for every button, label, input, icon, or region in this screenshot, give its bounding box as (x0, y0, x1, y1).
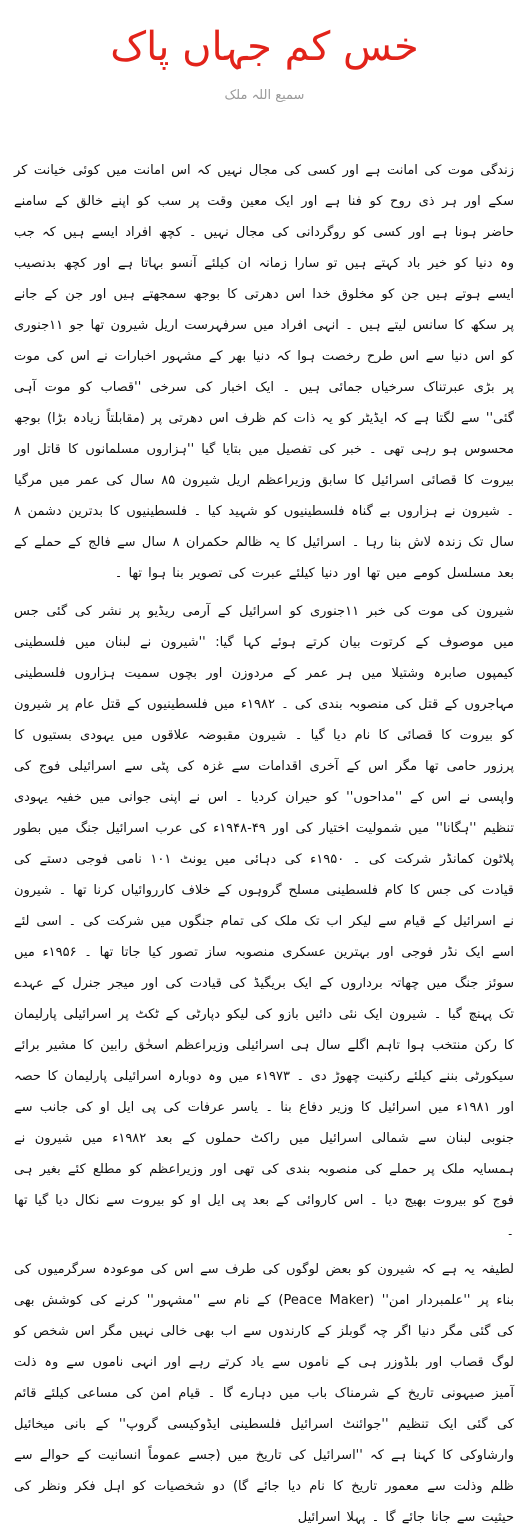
article-body (14, 155, 514, 1533)
author-byline: سمیع اللہ ملک (224, 88, 305, 103)
article-paragraph: شیرون کی موت کی خبر ۱۱جنوری کو اسرائیل کے آرمی ریڈیو پر نشر کی گئی جس میں موصوف کے کرتوت بیان کرتے ہوئے کہا گیا: ''شیرون نے لبنان میں فلسطینی کیمپوں صابرہ وشتیلا میں ہر عمر کے مردوزن اور بچوں سمیت ہزاروں فلسطینی مہاجروں کے قتل کی منصوبہ بندی کی ۔ ۱۹۸۲ء میں فلسطینیوں کے قتل عام پر شیرون کو بیروت کا قصائی کا نام دیا گیا ۔ شیرون مقبوضہ علاقوں میں یہودی بستیوں کا پرزور حامی تھا مگر اس کے آخری اقدامات سے غزہ کی پٹی سے اسرائیلی فوج کی واپسی نے اس کے ''مداحوں'' کو حیران کردیا ۔ اس نے اپنی جوانی میں خفیہ یہودی تنظیم ''ہگانا'' میں شمولیت اختیار کی اور ۴۹-۱۹۴۸ء کی عرب اسرائیل جنگ میں بطور پلاٹون کمانڈر شرکت کی ۔ ۱۹۵۰ء کی دہائی میں یونٹ ۱۰۱ نامی فوجی دستے کی قیادت کی جس کا کام فلسطینی مسلح گروہوں کے خلاف کارروائیاں کرنا تھا ۔ شیرون نے اسرائیل کے قیام سے لیکر اب تک ملک کی تمام جنگوں میں شرکت کی ۔ اسی لئے اسے ایک نڈر فوجی اور بہترین عسکری منصوبہ ساز تصور کیا جاتا تھا ۔ ۱۹۵۶ء میں سوئز جنگ میں چھاتہ برداروں کے ایک بریگیڈ کی قیادت کی اور میجر جنرل کے عہدے تک پہنچ گیا ۔ شیرون ایک نئی دائیں بازو کی لیکو دپارٹی کے ٹکٹ پر اسرائیلی پارلیمان کا رکن منتخب ہوا تاہم اگلے سال ہی اسرائیلی وزیراعظم اسحٰق رابین کا مشیر برائے سیکورٹی بننے کیلئے رکنیت چھوڑ دی ۔ ۱۹۷۳ء میں وہ دوبارہ اسرائیلی پارلیمان کا حصہ اور ۱۹۸۱ء میں اسرائیل کا وزیر دفاع بنا ۔ یاسر عرفات کی پی ایل او کی جانب سے جنوبی لبنان سے شمالی اسرائیل میں راکٹ حملوں کے بعد ۱۹۸۲ء میں شیرون نے ہمسایہ ملک پر حملے کی منصوبہ بندی کی تھی اور وزیراعظم کو مطلع کئے بغیر ہی فوج کو بیروت بھیج دیا ۔ اس کاروائی کے بعد پی ایل او کو بیروت سے نکال دیا گیا تھا ۔ (14, 604, 515, 1239)
article-paragraph: لطیفہ یہ ہے کہ شیرون کو بعض لوگوں کی طرف سے اس کی موعودہ سرگرمیوں کی بناء پر ''علمبردار امن'' (Peace Maker) کے نام سے ''مشہور'' کرنے کی کوشش بھی کی گئی مگر دنیا اگر چہ گوبلز کے کارندوں سے اب بھی خالی نہیں مگر اس شخص کو لوگ قصاب اور بلڈوزر ہی کے ناموں سے یاد کرتے رہے اور انہی ناموں سے وہ ذلت آمیز صیہونی تاریخ کے شرمناک باب میں دہارے گا ۔ قیام امن کی مساعی کیلئے قائم کی گئی ایک تنظیم ''جوائنٹ اسرائیل فلسطینی ایڈوکیسی گروپ'' کے بانی میخائیل وارشاوکی کا کہنا ہے کہ ''اسرائیل کی تاریخ میں (جسے عموماً انسانیت کے حوالے سے ظلم وذلت سے معمور تاریخ کا نام دیا جائے گا) دو شخصیات کو اہل فکر ونظر کی حیثیت سے جانا جائے گا ۔ پہلا اسرائیل (14, 1262, 515, 1525)
article-paragraph: زندگی موت کی امانت ہے اور کسی کی مجال نہیں کہ اس امانت میں کوئی خیانت کر سکے اور ہر ذی روح کو فنا ہے اور ایک معین وقت پر سب کو اپنے خالق کے سامنے حاضر ہونا ہے اور کسی کو روگردانی کی مجال نہیں ۔ کچھ افراد ایسے ہیں کہ جب وہ دنیا کو خیر باد کہتے ہیں تو سارا زمانہ ان کیلئے آنسو بہاتا ہے اور کچھ بدنصیب ایسے ہوتے ہیں جن کو مخلوق خدا اس دھرتی کا بوجھ سمجھتے ہیں اور جن کے جانے پر سکھ کا سانس لیتے ہیں ۔ انہی افراد میں سرفہرست اریل شیرون تھا جو ۱۱جنوری کو اس دنیا سے اس طرح رخصت ہوا کہ دنیا بھر کے مشہور اخبارات نے اس کی موت پر بڑی عبرتناک سرخیاں جمائی ہیں ۔ ایک اخبار کی سرخی ''قصاب کو موت آہی گئی'' سے لگتا ہے کہ ایڈیٹر کو یہ ذات کم ظرف اس دھرتی پر (مقابلتاً زیادہ بڑا) بوجھ محسوس ہو رہی تھی ۔ خبر کی تفصیل میں بتایا گیا ''ہزاروں مسلمانوں کا قاتل اور بیروت کا قصائی اسرائیل کا سابق وزیراعظم اریل شیرون ۸۵ سال کی عمر میں مرگیا ۔ شیرون نے ہزاروں بے گناہ فلسطینیوں کو شہید کیا ۔ فلسطینیوں کا بدترین دشمن ۸ سال تک زندہ لاش بنا رہا ۔ اسرائیل کا یہ ظالم حکمران ۸ سال سے فالج کے حملے کے بعد مسلسل کومے میں تھا اور دنیا کیلئے عبرت کی تصویر بنا ہوا تھا ۔ (14, 163, 515, 581)
article-title: خس کم جہاں پاک (110, 24, 419, 70)
